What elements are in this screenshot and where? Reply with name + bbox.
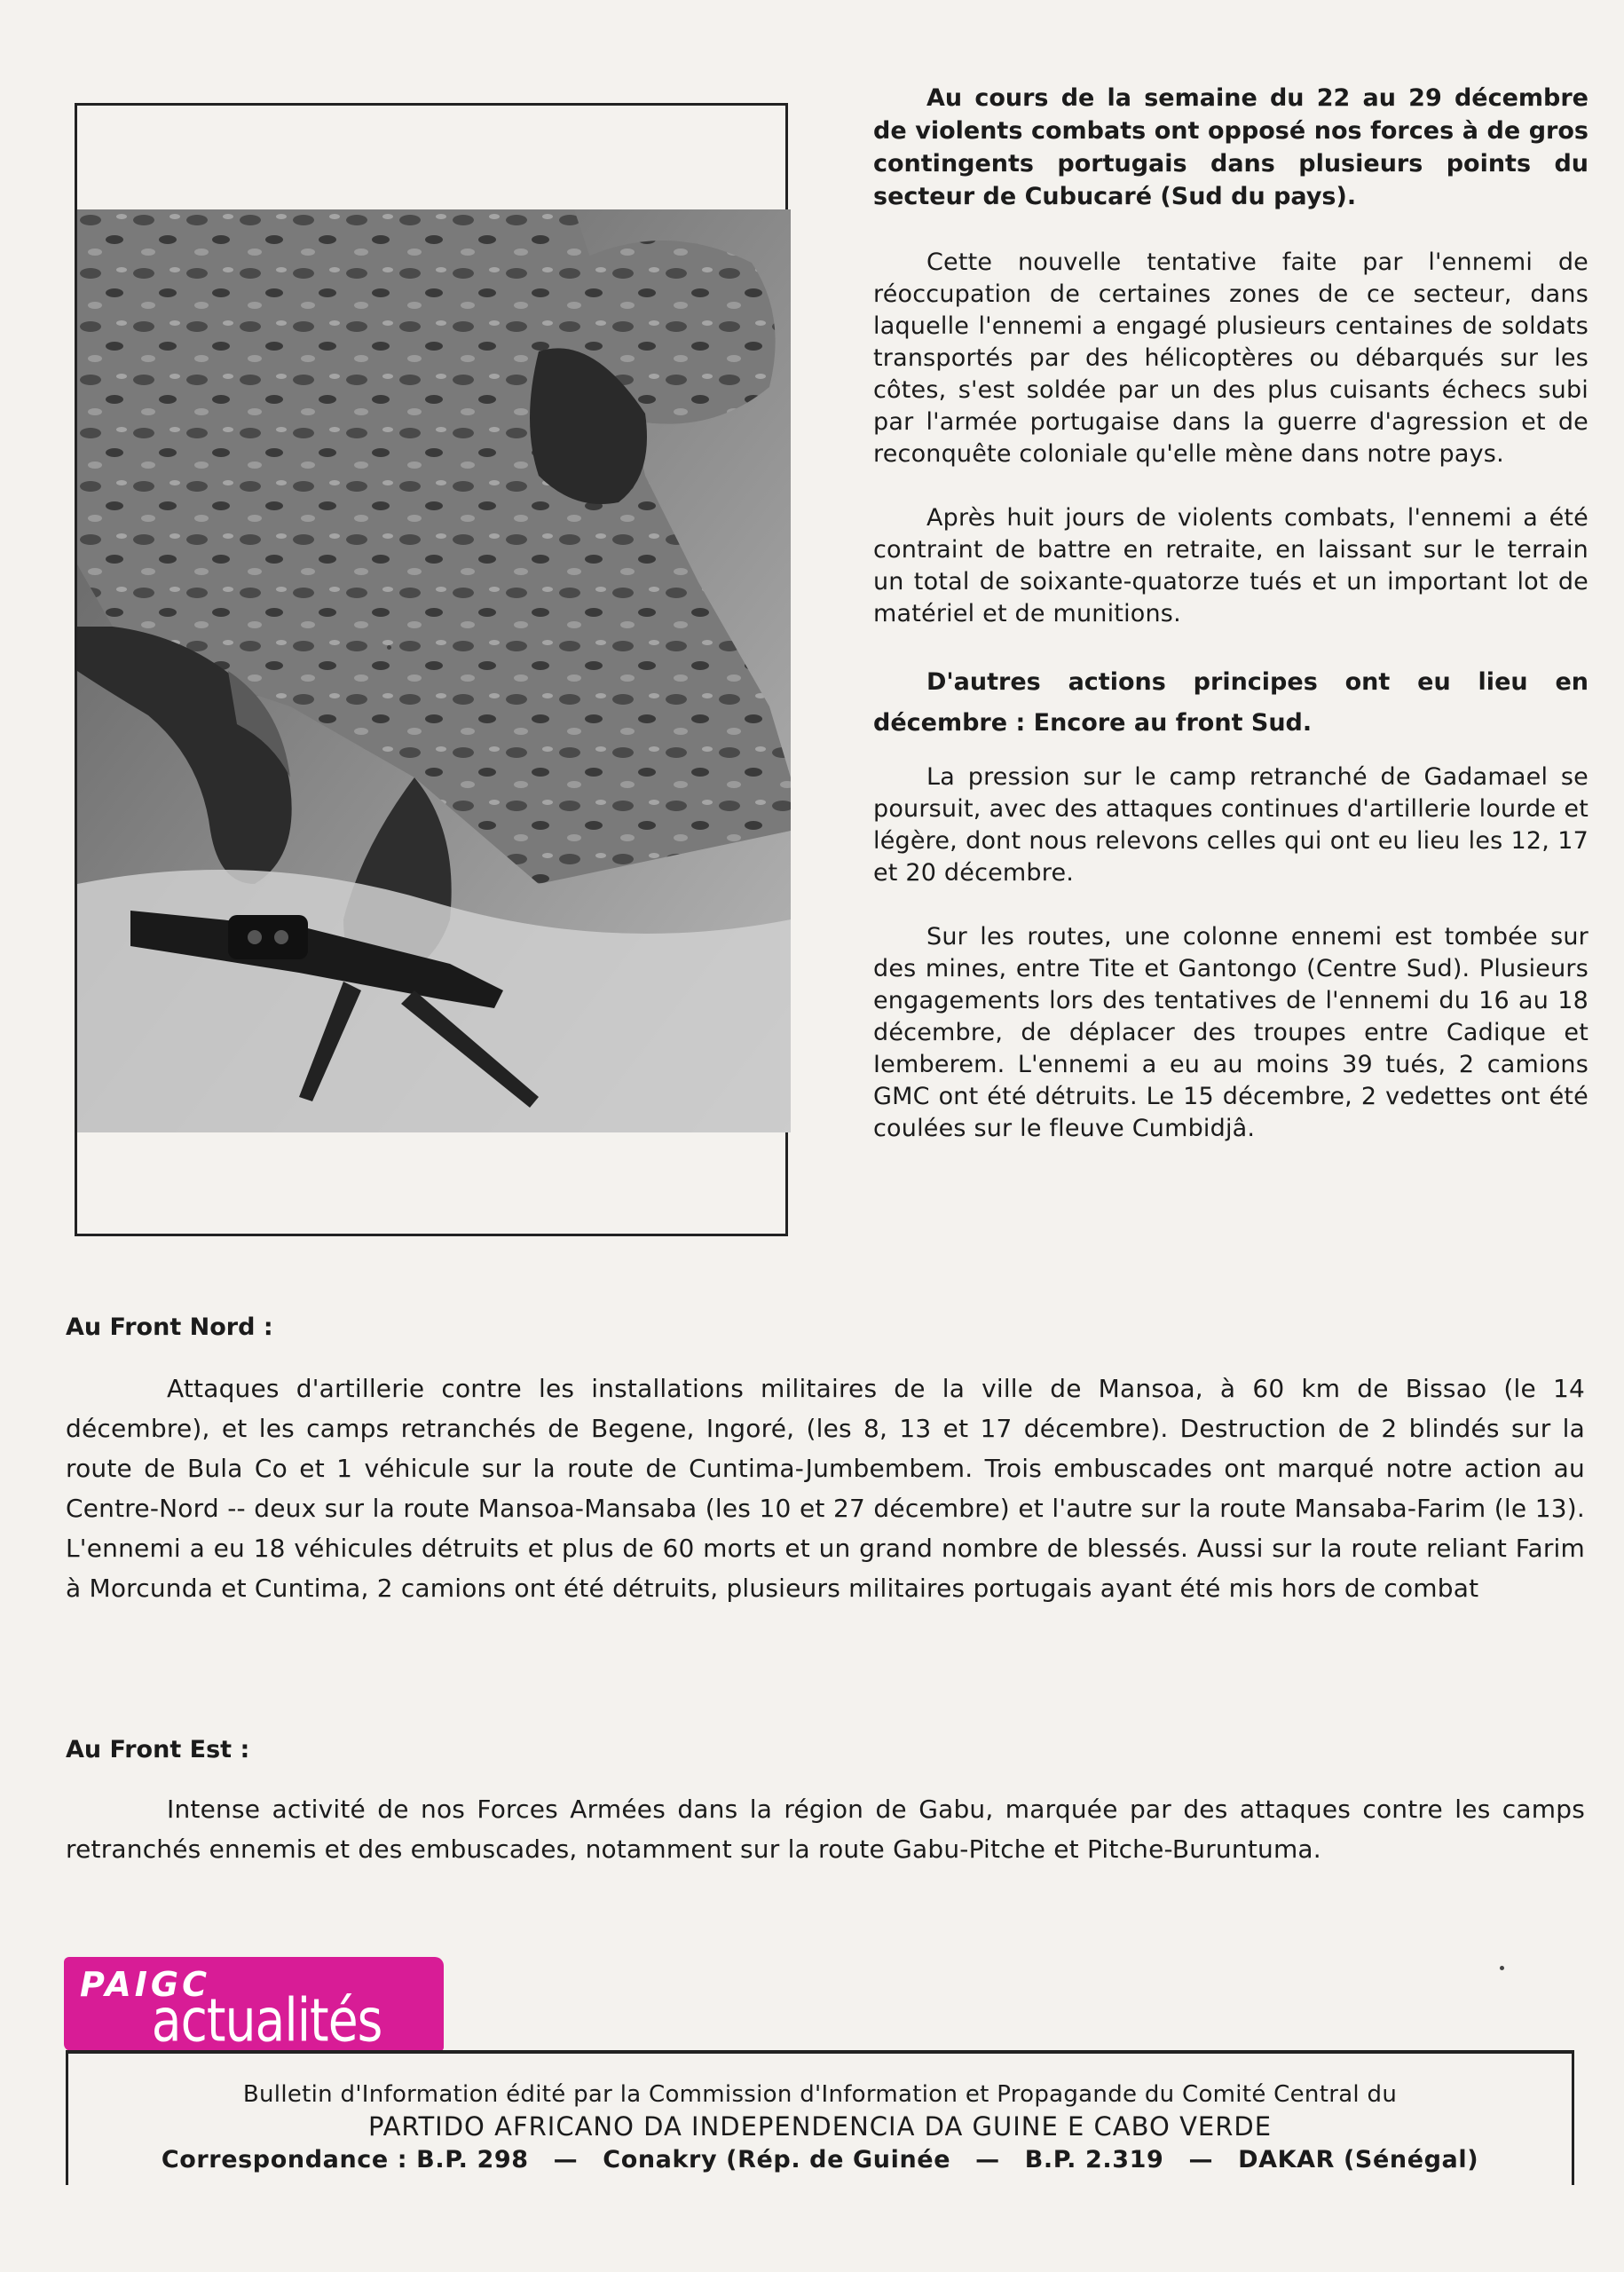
photo-frame [75,103,788,1236]
front-est-title: Au Front Est : [66,1736,250,1763]
colophon-line-party: PARTIDO AFRICANO DA INDEPENDENCIA DA GUINE E CABO VERDE [367,2111,1273,2142]
front-nord-title: Au Front Nord : [66,1314,273,1341]
speck [387,645,391,650]
paragraph-reoccupation: Cette nouvelle tentative faite par l'ennemi de réoccupation de certaines zones de ce secteur, dans laquelle l'ennemi a engagé plusieurs centaines de soldats transportés par des hélicoptères ou débarqués sur les côtes, s'est soldée par un des plus cuisants échecs subi par l'armée portugaise dans la guerre d'agression et de reconquête coloniale qu'elle mène dans notre pays. [873,248,1589,468]
soldier-photo [77,209,791,1132]
colophon-box [66,2050,1574,2185]
front-nord-text: Attaques d'artillerie contre les installations militaires de la ville de Mansoa, à 60 km de Bissao (le 14 décembre), et les camps retranchés de Begene, Ingoré, (les 8, 13 et 17 décembre). Destruction de 2 blindés sur la route de Bula Co et 1 véhicule sur la route de Cuntima-Jumbembem. Trois embuscades ont marqué notre action au Centre-Nord -- deux sur la route Mansoa-Mansaba (les 10 et 27 décembre) et l'autre sur la route Mansaba-Farim (le 13). L'ennemi a eu 18 véhicules détruits et plus de 60 morts et un grand nombre de blessés. Aussi sur la route reliant Farim à Morcunda et Cuntima, 2 camions ont été détruits, plusieurs militaires portugais ayant été mis hors de combat [66,1374,1585,1603]
colophon-line-correspondance [68,2142,1572,2178]
right-column [873,82,1589,1177]
colophon-bp-2319: B.P. 2.319 [1024,2146,1164,2173]
speck [1500,1966,1504,1970]
colophon-dash: — [553,2146,579,2173]
logo-top-text: PAIGC [80,1965,210,2004]
frame-top-rule [75,103,788,106]
colophon-line-bulletin: Bulletin d'Information édité par la Commission d'Information et Propagande du Comité Central du [242,2081,1398,2108]
paigc-actualites-logo [64,1957,444,2051]
colophon-conakry: Conakry (Rép. de Guinée [603,2146,951,2173]
section-front-nord [66,1312,1585,1608]
lead-paragraph: Au cours de la semaine du 22 au 29 décembre de violents combats ont opposé nos forces à de gros contingents portugais dans plusieurs points du secteur de Cubucaré (Sud du pays). [873,84,1589,210]
front-est-text: Intense activité de nos Forces Armées dans la région de Gabu, marquée par des attaques contre les camps retranchés ennemis et des embuscades, notamment sur la route Gabu-Pitche et Pitche-Buruntuma. [66,1795,1585,1864]
paragraph-retreat: Après huit jours de violents combats, l'ennemi a été contraint de battre en retraite, en laissant sur le terrain un total de soixante-quatorze tués et un important lot de matériel et de munitions. [873,504,1589,627]
logo-bottom-text: actualités [151,1986,382,2051]
section-front-est [66,1734,1585,1869]
frame-bottom-rule [75,1234,788,1236]
paragraph-routes: Sur les routes, une colonne ennemi est tombée sur des mines, entre Tite et Gantongo (Centre Sud). Plusieurs engagements lors des tentatives de l'ennemi du 16 au 18 décembre, de déplacer des troupes entre Cadique et Iemberem. L'ennemi a eu au moins 39 tués, 2 camions GMC ont été détruits. Le 15 décembre, 2 vedettes ont été coulées sur le fleuve Cumbidjâ. [873,923,1589,1142]
soldier-photo-illustration [77,209,791,1132]
colophon-dakar: DAKAR (Sénégal) [1238,2146,1479,2173]
colophon-dash: — [975,2146,1000,2173]
colophon-bp-298: Correspondance : B.P. 298 [161,2146,529,2173]
paragraph-gadamael: La pression sur le camp retranché de Gadamael se poursuit, avec des attaques continues d'artillerie lourde et légère, dont nous relevons celles qui ont eu lieu les 12, 17 et 20 décembre. [873,763,1589,887]
subhead-front-sud: D'autres actions principes ont eu lieu en décembre : Encore au front Sud. [873,668,1589,737]
colophon-dash: — [1188,2146,1214,2173]
